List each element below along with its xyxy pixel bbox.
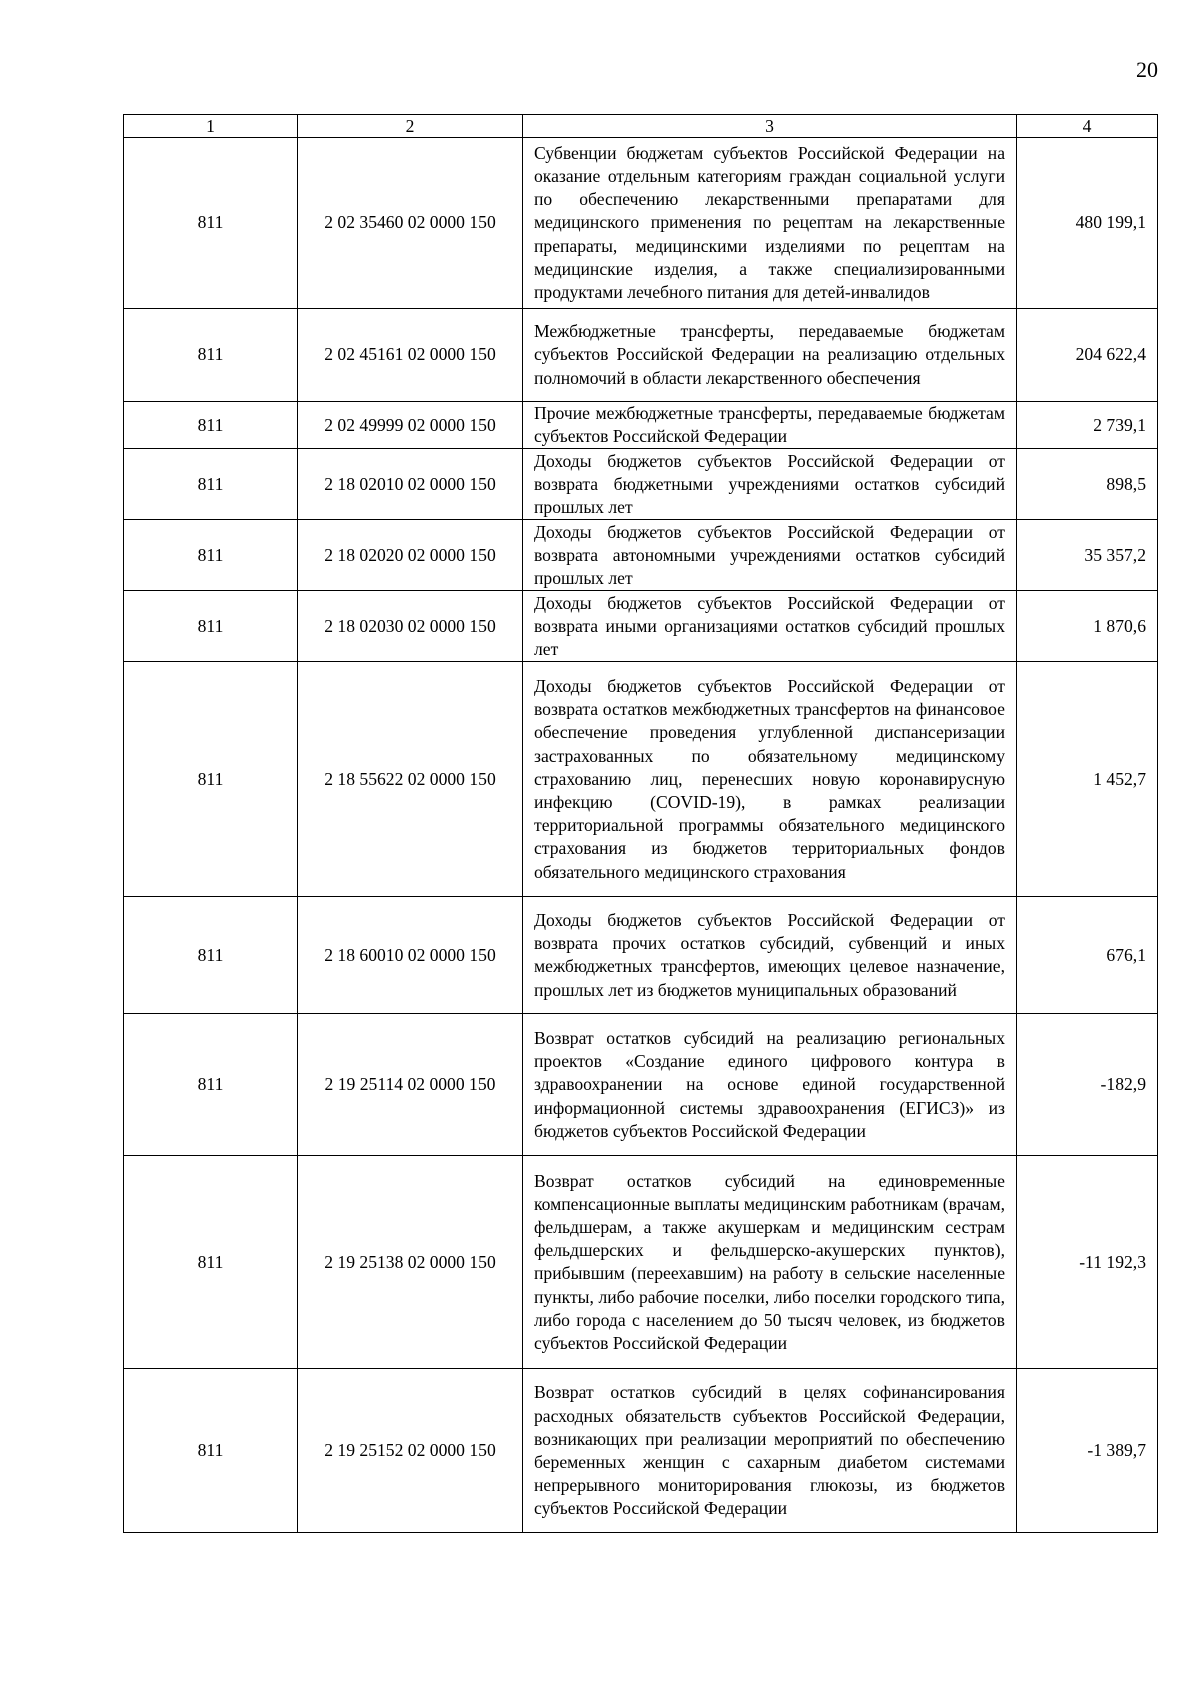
revenue-name-cell: Межбюджетные трансферты, передаваемые бюджетам субъектов Российской Федерации на реализацию отдельных полномочий в области лекарственного обеспечения <box>523 309 1017 402</box>
table-header <box>124 115 1158 138</box>
table-row <box>124 897 1158 1014</box>
table-row <box>124 309 1158 402</box>
revenue-name-cell: Доходы бюджетов субъектов Российской Федерации от возврата бюджетными учреждениями остатков субсидий прошлых лет <box>523 449 1017 520</box>
table-row <box>124 520 1158 591</box>
budget-code-cell: 2 18 02010 02 0000 150 <box>298 449 523 520</box>
admin-code-cell: 811 <box>124 897 298 1014</box>
revenue-name-cell: Возврат остатков субсидий на единовременные компенсационные выплаты медицинским работникам (врачам, фельдшерам, а также акушеркам и медицинским сестрам фельдшерских и фельдшерско-акушерских пунктов), прибывшим (переехавшим) на работу в сельские населенные пункты, либо рабочие поселки, либо поселки городского типа, либо города с населением до 50 тысяч человек, из бюджетов субъектов Российской Федерации <box>523 1156 1017 1369</box>
revenue-name-cell: Доходы бюджетов субъектов Российской Федерации от возврата автономными учреждениями остатков субсидий прошлых лет <box>523 520 1017 591</box>
header-column-2: 2 <box>298 115 523 138</box>
admin-code-cell: 811 <box>124 662 298 897</box>
revenue-name-cell: Доходы бюджетов субъектов Российской Федерации от возврата остатков межбюджетных трансфертов на финансовое обеспечение проведения углубленной диспансеризации застрахованных по обязательному медицинскому страхованию лиц, перенесших новую коронавирусную инфекцию (COVID-19), в рамках реализации территориальной программы обязательного медицинского страхования из бюджетов территориальных фондов обязательного медицинского страхования <box>523 662 1017 897</box>
revenue-name-cell: Доходы бюджетов субъектов Российской Федерации от возврата прочих остатков субсидий, субвенций и иных межбюджетных трансфертов, имеющих целевое назначение, прошлых лет из бюджетов муниципальных образований <box>523 897 1017 1014</box>
budget-code-cell: 2 19 25114 02 0000 150 <box>298 1014 523 1156</box>
header-column-4: 4 <box>1017 115 1158 138</box>
revenue-name-cell: Прочие межбюджетные трансферты, передаваемые бюджетам субъектов Российской Федерации <box>523 402 1017 449</box>
admin-code-cell: 811 <box>124 520 298 591</box>
budget-code-cell: 2 19 25152 02 0000 150 <box>298 1369 523 1533</box>
revenue-name-cell: Возврат остатков субсидий в целях софинансирования расходных обязательств субъектов Российской Федерации, возникающих при реализации мероприятий по обеспечению беременных женщин с сахарным диабетом системами непрерывного мониторирования глюкозы, из бюджетов субъектов Российской Федерации <box>523 1369 1017 1533</box>
admin-code-cell: 811 <box>124 1156 298 1369</box>
amount-cell: 676,1 <box>1017 897 1158 1014</box>
revenue-name-cell: Доходы бюджетов субъектов Российской Федерации от возврата иными организациями остатков субсидий прошлых лет <box>523 591 1017 662</box>
amount-cell: 35 357,2 <box>1017 520 1158 591</box>
header-column-3: 3 <box>523 115 1017 138</box>
amount-cell: 204 622,4 <box>1017 309 1158 402</box>
amount-cell: 2 739,1 <box>1017 402 1158 449</box>
table-row <box>124 662 1158 897</box>
budget-revenue-table <box>123 114 1158 1533</box>
budget-code-cell: 2 18 02020 02 0000 150 <box>298 520 523 591</box>
admin-code-cell: 811 <box>124 449 298 520</box>
revenue-name-cell: Возврат остатков субсидий на реализацию региональных проектов «Создание единого цифрового контура в здравоохранении на основе единой государственной информационной системы здравоохранения (ЕГИСЗ)» из бюджетов субъектов Российской Федерации <box>523 1014 1017 1156</box>
amount-cell: 1 452,7 <box>1017 662 1158 897</box>
admin-code-cell: 811 <box>124 1369 298 1533</box>
header-column-1: 1 <box>124 115 298 138</box>
table-row <box>124 1156 1158 1369</box>
budget-code-cell: 2 18 02030 02 0000 150 <box>298 591 523 662</box>
page-number: 20 <box>1136 57 1158 82</box>
budget-code-cell: 2 18 55622 02 0000 150 <box>298 662 523 897</box>
table-body <box>124 138 1158 1533</box>
amount-cell: 1 870,6 <box>1017 591 1158 662</box>
table-row <box>124 1014 1158 1156</box>
table-row <box>124 591 1158 662</box>
admin-code-cell: 811 <box>124 309 298 402</box>
admin-code-cell: 811 <box>124 138 298 309</box>
budget-code-cell: 2 02 49999 02 0000 150 <box>298 402 523 449</box>
budget-code-cell: 2 19 25138 02 0000 150 <box>298 1156 523 1369</box>
table-row <box>124 402 1158 449</box>
amount-cell: -182,9 <box>1017 1014 1158 1156</box>
table-row <box>124 1369 1158 1533</box>
amount-cell: -11 192,3 <box>1017 1156 1158 1369</box>
amount-cell: 898,5 <box>1017 449 1158 520</box>
admin-code-cell: 811 <box>124 591 298 662</box>
table-row <box>124 138 1158 309</box>
budget-code-cell: 2 18 60010 02 0000 150 <box>298 897 523 1014</box>
budget-code-cell: 2 02 35460 02 0000 150 <box>298 138 523 309</box>
amount-cell: 480 199,1 <box>1017 138 1158 309</box>
amount-cell: -1 389,7 <box>1017 1369 1158 1533</box>
header-row <box>124 115 1158 138</box>
revenue-name-cell: Субвенции бюджетам субъектов Российской Федерации на оказание отдельным категориям граждан социальной услуги по обеспечению лекарственными препаратами для медицинского применения по рецептам на лекарственные препараты, медицинскими изделиями по рецептам на медицинские изделия, а также специализированными продуктами лечебного питания для детей-инвалидов <box>523 138 1017 309</box>
admin-code-cell: 811 <box>124 402 298 449</box>
table-row <box>124 449 1158 520</box>
budget-code-cell: 2 02 45161 02 0000 150 <box>298 309 523 402</box>
admin-code-cell: 811 <box>124 1014 298 1156</box>
